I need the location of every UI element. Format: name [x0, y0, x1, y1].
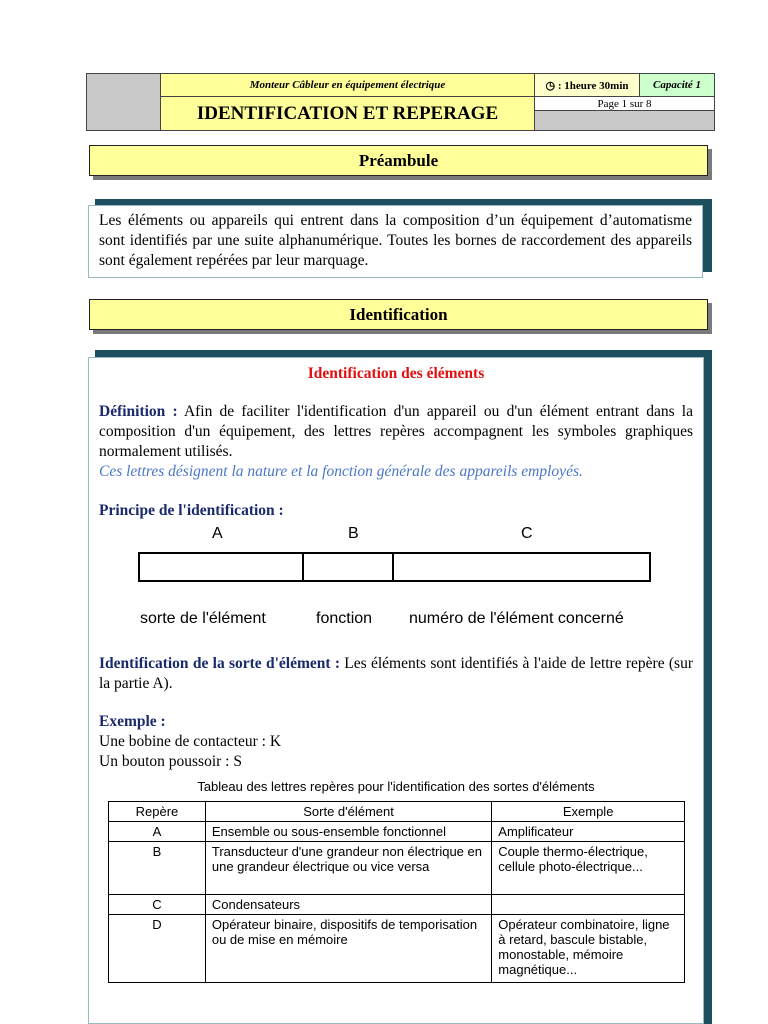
table-row: [109, 842, 685, 895]
table-caption: Tableau des lettres repères pour l'identification des sortes d'éléments: [197, 779, 595, 794]
table-cell-exemple: Opérateur combinatoire, ligne à retard, bascule bistable, monostable, mémoire magnétique...: [492, 915, 685, 983]
table-cell-exemple: Couple thermo-électrique, cellule photo-électrique...: [492, 842, 685, 895]
diagram-caption-c: numéro de l'élément concerné: [409, 610, 624, 627]
table-cell-sorte: Ensemble ou sous-ensemble fonctionnel: [205, 822, 491, 842]
identification-subtitle: Identification des éléments: [307, 365, 485, 382]
page-number: Page 1 sur 8: [534, 96, 715, 111]
table-cell-sorte: Transducteur d'une grandeur non électrique en une grandeur électrique ou vice versa: [205, 842, 491, 895]
definition-paragraph: [99, 402, 693, 462]
table-row: [109, 822, 685, 842]
diagram-caption-a: sorte de l'élément: [140, 610, 266, 627]
table-header-repere: Repère: [109, 802, 206, 822]
duration-label: ◷ : 1heure 30min: [534, 73, 640, 97]
example-label: Exemple :: [99, 713, 166, 730]
sorte-label: Identification de la sorte d'élément :: [99, 655, 341, 672]
document-header: [86, 73, 715, 131]
diagram-caption-b: fonction: [316, 610, 373, 627]
table-row: [109, 895, 685, 915]
preambule-heading: Préambule: [89, 145, 708, 176]
table-header-row: [109, 802, 685, 822]
logo-placeholder: [86, 73, 161, 131]
sorte-paragraph: [99, 654, 693, 694]
definition-note: Ces lettres désignent la nature et la fonction générale des appareils employés.: [99, 463, 583, 480]
capacity-label: Capacité 1: [639, 73, 715, 97]
identification-code-box: [138, 552, 651, 582]
table-cell-repere: A: [109, 822, 206, 842]
code-box-divider-1: [302, 554, 304, 580]
code-box-divider-2: [392, 554, 394, 580]
table-cell-repere: D: [109, 915, 206, 983]
example-line-1: Une bobine de contacteur : K: [99, 733, 282, 750]
example-line-2: Un bouton poussoir : S: [99, 753, 242, 770]
diagram-letter-c: C: [521, 525, 533, 542]
course-name: Monteur Câbleur en équipement électrique: [160, 73, 535, 97]
letters-table: [108, 801, 685, 983]
definition-label: Définition :: [99, 403, 178, 420]
table-header-sorte: Sorte d'élément: [205, 802, 491, 822]
table-cell-repere: C: [109, 895, 206, 915]
sorte-text: Les éléments sont identifiés à l'aide de lettre repère (sur la partie A).: [99, 655, 694, 692]
definition-text: Afin de faciliter l'identification d'un appareil ou d'un élément entrant dans la composition d'un équipement, des lettres repères accompagnent les symboles graphiques normalement utilisés.: [99, 403, 693, 460]
diagram-letter-a: A: [212, 525, 223, 542]
table-cell-sorte: Opérateur binaire, dispositifs de temporisation ou de mise en mémoire: [205, 915, 491, 983]
identification-heading: Identification: [89, 299, 708, 330]
preambule-text: Les éléments ou appareils qui entrent dans la composition d’un équipement d’automatisme sont identifiés par une suite alphanumérique. Toutes les bornes de raccordement des appareils sont également repérées par leur marquage.: [88, 205, 703, 278]
table-cell-exemple: [492, 895, 685, 915]
document-title: IDENTIFICATION ET REPERAGE: [160, 96, 535, 131]
table-cell-repere: B: [109, 842, 206, 895]
table-header-exemple: Exemple: [492, 802, 685, 822]
table-cell-exemple: Amplificateur: [492, 822, 685, 842]
table-cell-sorte: Condensateurs: [205, 895, 491, 915]
diagram-letter-b: B: [348, 525, 359, 542]
header-blank-cell: [534, 110, 715, 131]
principle-label: Principe de l'identification :: [99, 502, 284, 519]
table-row: [109, 915, 685, 983]
